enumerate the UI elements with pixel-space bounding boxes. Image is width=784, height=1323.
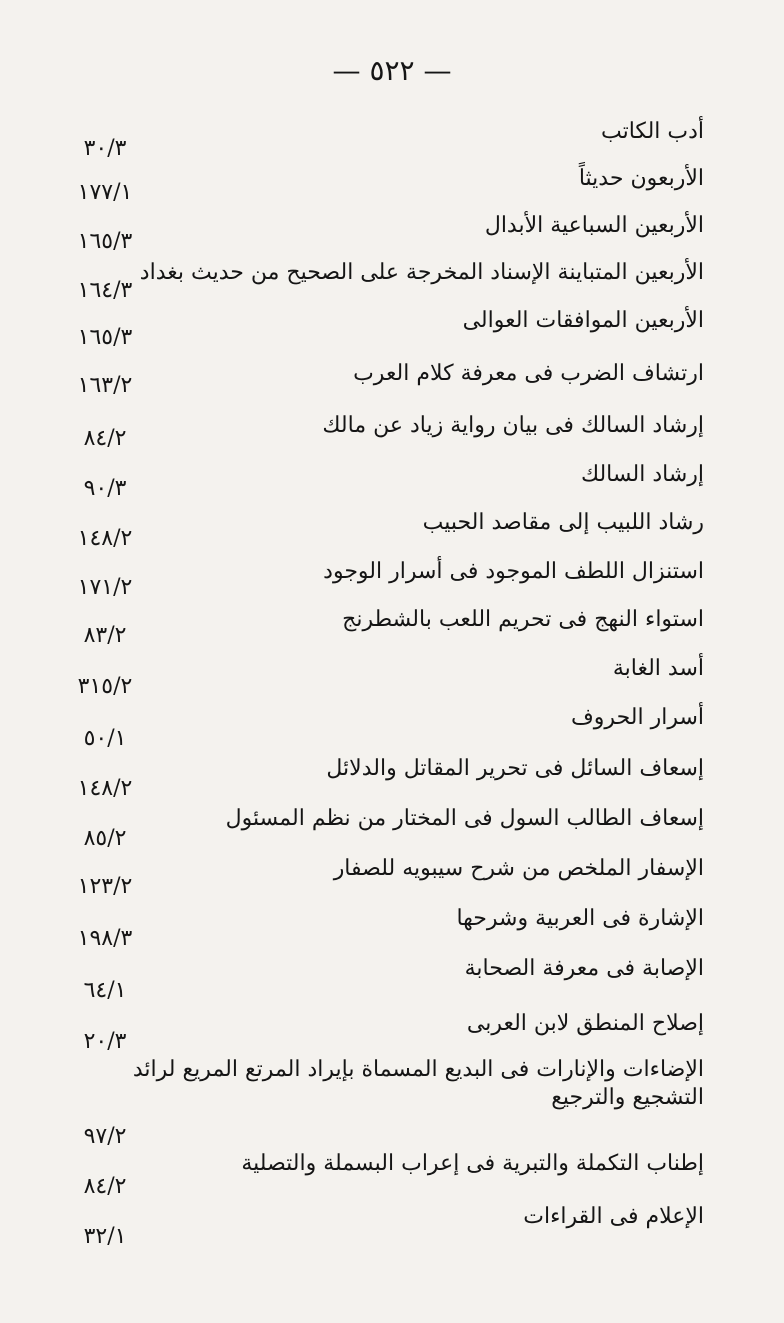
entry-title: أسرار الحروف [571,705,704,730]
entry-title: رشاد اللبيب إلى مقاصد الحبيب [422,510,704,535]
page-number: — ٥٢٢ — [332,54,452,87]
entry-reference: ١٤٨/٢ [77,526,133,551]
entry-reference: ١٢٣/٢ [77,874,133,899]
entry-title: إطناب التكملة والتبرية فى إعراب البسملة والتصلية [241,1151,704,1176]
entry-reference: ١٦٥/٣ [77,229,133,254]
entry-reference: ١٧٧/١ [77,180,133,205]
entry-title: إسعاف السائل فى تحرير المقاتل والدلائل [326,756,704,781]
entry-title: إرشاد السالك فى بيان رواية زياد عن مالك [322,413,704,438]
entry-reference: ٢٠/٣ [83,1029,127,1054]
entry-reference: ٣١٥/٢ [77,674,133,699]
entry-reference: ٣٠/٣ [83,136,127,161]
entry-reference: ١٤٨/٢ [77,776,133,801]
entry-reference: ٥٠/١ [83,726,127,751]
entry-reference: ٨٥/٢ [83,826,127,851]
entry-title: استنزال اللطف الموجود فى أسرار الوجود [323,559,704,584]
entry-title: استواء النهج فى تحريم اللعب بالشطرنج [342,607,704,632]
entry-title: إرشاد السالك [580,462,704,487]
entry-reference: ١٦٤/٣ [77,278,133,303]
entry-reference: ٩٧/٢ [83,1124,127,1149]
entry-title: الإشارة فى العربية وشرحها [456,906,704,931]
entry-title: الإعلام فى القراءات [523,1204,704,1229]
entry-reference: ١٦٥/٣ [77,325,133,350]
entry-title: ارتشاف الضرب فى معرفة كلام العرب [353,361,704,386]
entry-title: إسعاف الطالب السول فى المختار من نظم المسئول [225,806,704,831]
entry-reference: ١٦٣/٢ [77,373,133,398]
entry-reference: ٨٤/٢ [83,426,127,451]
entry-title: الأربعون حديثاً [578,166,704,191]
entry-title: الإسفار الملخص من شرح سيبويه للصفار [333,856,704,881]
entry-title: أسد الغابة [612,656,704,681]
entry-reference: ١٩٨/٣ [77,926,133,951]
entry-reference: ٦٤/١ [83,978,127,1003]
entry-title: الأربعين السباعية الأبدال [484,213,704,238]
entry-title: أدب الكاتب [600,119,704,144]
entry-reference: ٣٢/١ [83,1224,127,1249]
entry-title: الإضاءات والإنارات فى البديع المسماة بإيراد المرتع المريع لرائد التشجيع والترجيع [132,1057,704,1110]
entry-title: الإصابة فى معرفة الصحابة [464,956,704,981]
entry-title: إصلاح المنطق لابن العربى [466,1011,704,1036]
entry-title: الأربعين الموافقات العوالى [462,308,704,333]
entry-reference: ٩٠/٣ [83,476,127,501]
entry-reference: ٨٤/٢ [83,1174,127,1199]
entry-reference: ٨٣/٢ [83,623,127,648]
entry-reference: ١٧١/٢ [77,575,133,600]
entry-title: الأربعين المتباينة الإسناد المخرجة على الصحيح من حديث بغداد [139,260,704,285]
